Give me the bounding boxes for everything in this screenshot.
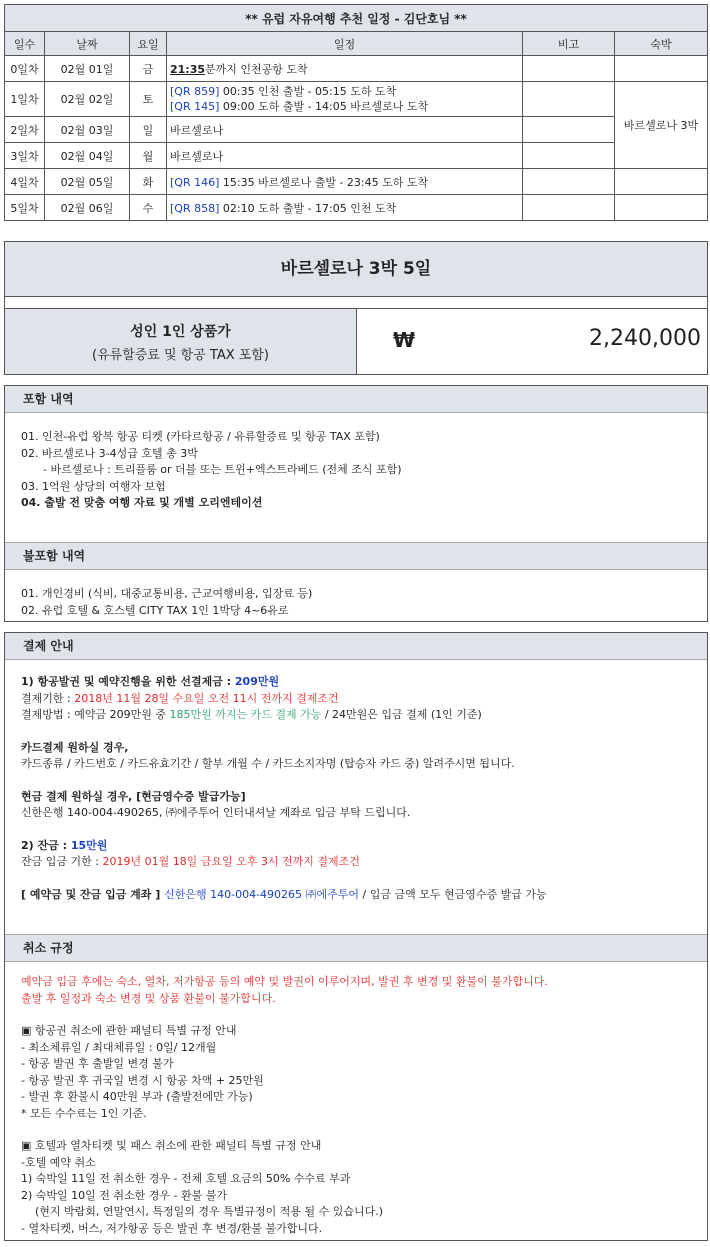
balance-amount: 15만원	[70, 838, 108, 852]
list-item: - 발권 후 환불시 40만원 부과 (출발전에만 가능)	[21, 1090, 253, 1103]
product-title: 바르셀로나 3박 5일	[280, 259, 432, 279]
payment-content	[5, 660, 707, 917]
list-item: 2) 숙박일 10일 전 취소한 경우 - 환불 불가	[21, 1188, 227, 1202]
list-item: 04. 출발 전 맞춤 여행 자료 및 개별 오리엔테이션	[21, 496, 263, 509]
account-number: 신한은행 140-004-490265 ㈜에주투어	[164, 887, 360, 901]
included-list	[5, 413, 707, 530]
balance-deadline-label: 잔금 입금 기한 :	[21, 855, 103, 868]
note-cell	[523, 82, 615, 117]
excluded-header: 불포함 내역	[5, 542, 707, 570]
cancel-header: 취소 규정	[5, 934, 707, 962]
itinerary-text: 09:00 도하 출발 - 14:05 바르셀로나 도착	[219, 100, 429, 113]
lodging-cell: 바르셀로나 3박	[615, 82, 708, 169]
itinerary-cell: 바르셀로나	[167, 117, 523, 143]
date-cell: 02월 05일	[45, 169, 130, 195]
payment-box	[4, 632, 708, 1241]
itinerary-cell	[167, 169, 523, 195]
col-header-itinerary: 일정	[167, 32, 523, 56]
col-header-lodging: 숙박	[615, 32, 708, 56]
itinerary-text: 15:35 바르셀로나 출발 - 23:45 도하 도착	[219, 175, 429, 189]
list-item: - 항공 발권 후 출발일 변경 불가	[21, 1057, 174, 1070]
table-row	[5, 117, 708, 143]
card-text: 카드종류 / 카드번호 / 카드유효기간 / 할부 개월 수 / 카드소지자명 (탑승자 카드 중) 알려주시면 됩니다.	[21, 757, 515, 770]
table-row	[5, 82, 708, 117]
weekday-cell: 화	[130, 169, 167, 195]
list-item: 01. 인천-유럽 왕복 항공 티켓 (카타르항공 / 유류할증료 및 항공 TAX 포함)	[21, 430, 380, 443]
lodging-cell	[615, 195, 708, 221]
itinerary-text: 02:10 도하 출발 - 17:05 인천 도착	[219, 201, 397, 215]
cancel-content	[5, 962, 707, 1237]
itinerary-cell	[167, 82, 523, 117]
hotel-penalty-title: ▣ 호텔과 열차티켓 및 패스 취소에 관한 패널티 특별 규정 안내	[21, 1139, 322, 1152]
included-header: 포함 내역	[5, 386, 707, 413]
price-label-cell	[5, 309, 357, 374]
day-cell: 2일차	[5, 117, 45, 143]
date-cell: 02월 03일	[45, 117, 130, 143]
itinerary-cell	[167, 56, 523, 82]
list-item: - 열차티켓, 버스, 저가항공 등은 발권 후 변경/환불 불가합니다.	[21, 1221, 323, 1235]
day-cell: 0일차	[5, 56, 45, 82]
inclusion-box	[4, 385, 708, 622]
col-header-note: 비고	[523, 32, 615, 56]
payment-header: 결제 안내	[5, 633, 707, 660]
method-rest: / 24만원은 입금 결제 (1인 기준)	[321, 708, 482, 721]
deposit-label: 1) 항공발권 및 예약진행을 위한 선결제금 :	[21, 675, 235, 688]
itinerary-text: 00:35 인천 출발 - 05:15 도하 도착	[219, 85, 397, 98]
price-value: 2,240,000	[589, 326, 701, 351]
weekday-cell: 토	[130, 82, 167, 117]
list-item: 1) 숙박일 11일 전 취소한 경우 - 전체 호텔 요금의 50% 수수료 부과	[21, 1172, 351, 1185]
lodging-cell	[615, 169, 708, 195]
col-header-weekday: 요일	[130, 32, 167, 56]
price-label: 성인 1인 상품가	[130, 324, 231, 340]
cancel-warning: 예약금 입금 후에는 숙소, 열차, 저가항공 등의 예약 및 발권이 이루어지며, 발권 후 변경 및 환불이 불가합니다.	[21, 975, 548, 988]
weekday-cell: 수	[130, 195, 167, 221]
note-cell	[523, 143, 615, 169]
flight-code: [QR 146]	[170, 175, 220, 189]
col-header-date: 날짜	[45, 32, 130, 56]
table-row	[5, 143, 708, 169]
lodging-cell	[615, 56, 708, 82]
note-cell	[523, 56, 615, 82]
product-title-bar	[5, 242, 707, 297]
weekday-cell: 일	[130, 117, 167, 143]
card-title: 카드결제 원하실 경우,	[21, 740, 129, 754]
deposit-amount: 209만원	[234, 675, 280, 688]
schedule-table	[4, 4, 708, 221]
list-item: - 바르셀로나 : 트리플룸 or 더블 또는 트윈+엑스트라베드 (전체 조식 포함)	[43, 463, 402, 476]
note-cell	[523, 117, 615, 143]
flight-code: [QR 859]	[170, 85, 220, 98]
deadline-label: 결제기한 :	[21, 691, 75, 705]
air-penalty-title: ▣ 항공권 취소에 관한 패널티 특별 규정 안내	[21, 1024, 237, 1037]
list-item: * 모든 수수료는 1인 기준.	[21, 1106, 147, 1120]
balance-label: 2) 잔금 :	[21, 838, 71, 852]
method-card-limit: 185만원 까지는 카드 결제 가능	[169, 708, 322, 721]
date-cell: 02월 06일	[45, 195, 130, 221]
list-item: (현지 박람회, 연말연시, 특정일의 경우 특별규정이 적용 될 수 있습니다.)	[21, 1205, 384, 1218]
day-cell: 4일차	[5, 169, 45, 195]
product-gap	[5, 296, 707, 309]
itinerary-cell	[167, 195, 523, 221]
arrival-time: 21:35	[170, 62, 206, 76]
price-note: (유류할증료 및 항공 TAX 포함)	[92, 348, 269, 363]
method-label: 결제방법 : 예약금 209만원 중	[21, 708, 170, 721]
note-cell	[523, 195, 615, 221]
date-cell: 02월 04일	[45, 143, 130, 169]
weekday-cell: 월	[130, 143, 167, 169]
col-header-day: 일수	[5, 32, 45, 56]
product-box	[4, 241, 708, 375]
price-value-cell	[357, 309, 707, 374]
list-item: - 항공 발권 후 귀국일 변경 시 항공 차액 + 25만원	[21, 1073, 264, 1087]
flight-code: [QR 145]	[170, 100, 220, 113]
itinerary-cell: 바르셀로나	[167, 143, 523, 169]
note-cell	[523, 169, 615, 195]
day-cell: 1일차	[5, 82, 45, 117]
list-item: 02. 유럽 호텔 & 호스텔 CITY TAX 1인 1박당 4~6유로	[21, 603, 289, 617]
day-cell: 5일차	[5, 195, 45, 221]
table-row	[5, 195, 708, 221]
table-row	[5, 56, 708, 82]
weekday-cell: 금	[130, 56, 167, 82]
account-label: [ 예약금 및 잔금 입금 계좌 ]	[21, 887, 165, 901]
cash-title: 현금 결제 원하실 경우, [현금영수증 발급가능]	[21, 789, 246, 803]
itinerary-text: 분까지 인천공항 도착	[205, 62, 308, 76]
schedule-title: ** 유럽 자유여행 추천 일정 - 김단호님 **	[5, 5, 708, 32]
date-cell: 02월 02일	[45, 82, 130, 117]
flight-code: [QR 858]	[170, 201, 220, 215]
deadline-value: 2018년 11월 28일 수요일 오전 11시 전까지 결제조건	[74, 691, 339, 705]
date-cell: 02월 01일	[45, 56, 130, 82]
list-item: 01. 개인경비 (식비, 대중교통비용, 근교여행비용, 입장료 등)	[21, 587, 313, 600]
list-item: -호텔 예약 취소	[21, 1155, 96, 1169]
excluded-list	[5, 570, 707, 619]
day-cell: 3일차	[5, 143, 45, 169]
list-item: - 최소체류일 / 최대체류일 : 0일/ 12개월	[21, 1040, 217, 1054]
account-note: / 입금 금액 모두 현금영수증 발급 가능	[359, 887, 547, 901]
list-item: 02. 바르셀로나 3-4성급 호텔 총 3박	[21, 446, 198, 460]
table-row	[5, 169, 708, 195]
balance-deadline: 2019년 01월 18일 금요일 오후 3시 전까지 결제조건	[102, 855, 360, 868]
cash-text: 신한은행 140-004-490265, ㈜에주투어 인터내셔날 계좌로 입금 부탁 드립니다.	[21, 806, 411, 819]
list-item: 03. 1억원 상당의 여행자 보험	[21, 479, 166, 493]
cancel-warning: 출발 후 일정과 숙소 변경 및 상품 환불이 불가합니다.	[21, 991, 276, 1005]
currency-symbol: ₩	[393, 328, 416, 352]
